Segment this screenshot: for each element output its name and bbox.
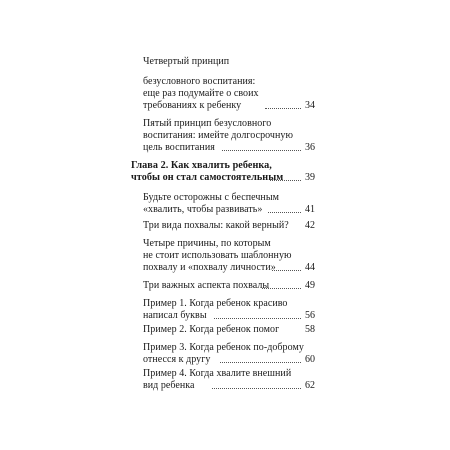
chapter-title-line: чтобы он стал самостоятельным <box>131 172 284 183</box>
toc-entry-line: цель воспитания <box>143 142 215 153</box>
page-number: 34 <box>305 100 315 111</box>
page-number: 41 <box>305 204 315 215</box>
toc-entry-line: воспитания: имейте долгосрочную <box>143 130 293 141</box>
dot-leader <box>262 288 301 289</box>
page-number: 39 <box>305 172 315 183</box>
dot-leader <box>212 388 301 389</box>
toc-entry-line: отнесся к другу <box>143 354 211 365</box>
toc-entry-line: Будьте осторожны с беспечным <box>143 192 279 203</box>
page-number: 44 <box>305 262 315 273</box>
dot-leader <box>265 108 301 109</box>
page-number: 42 <box>305 220 315 231</box>
page-number: 49 <box>305 280 315 291</box>
dot-leader <box>214 318 301 319</box>
toc-entry-line: требованиях к ребенку <box>143 100 242 111</box>
toc-entry-line: еще раз подумайте о своих <box>143 88 259 99</box>
page-number: 58 <box>305 324 315 335</box>
toc-entry-line: Пример 2. Когда ребенок помог <box>143 324 280 335</box>
dot-leader <box>222 150 301 151</box>
toc-entry-line: похвалу и «похвалу личности» <box>143 262 276 273</box>
toc-entry-line: Пример 1. Когда ребенок красиво <box>143 298 288 309</box>
chapter-title-line: Глава 2. Как хвалить ребенка, <box>131 160 272 171</box>
dot-leader <box>220 362 301 363</box>
toc-entry-line: написал буквы <box>143 310 207 321</box>
toc-entry-line: Пятый принцип безусловного <box>143 118 272 129</box>
toc-entry-line: Пример 4. Когда хвалите внешний <box>143 368 292 379</box>
page-number: 62 <box>305 380 315 391</box>
toc-entry-line: Три вида похвалы: какой верный? <box>143 220 289 231</box>
toc-entry-line: вид ребенка <box>143 380 195 391</box>
page-number: 60 <box>305 354 315 365</box>
toc-entry-line: не стоит использовать шаблонную <box>143 250 292 261</box>
toc-entry-line: Пример 3. Когда ребенок по-доброму <box>143 342 304 353</box>
toc-entry-line: Четыре причины, по которым <box>143 238 271 249</box>
page-number: 56 <box>305 310 315 321</box>
toc-entry-line: безусловного воспитания: <box>143 76 256 87</box>
toc-entry-line: Три важных аспекта похвалы <box>143 280 270 291</box>
toc-entry-line: Четвертый принцип <box>143 56 230 67</box>
page-number: 36 <box>305 142 315 153</box>
toc-entry-line: «хвалить, чтобы развивать» <box>143 204 263 215</box>
